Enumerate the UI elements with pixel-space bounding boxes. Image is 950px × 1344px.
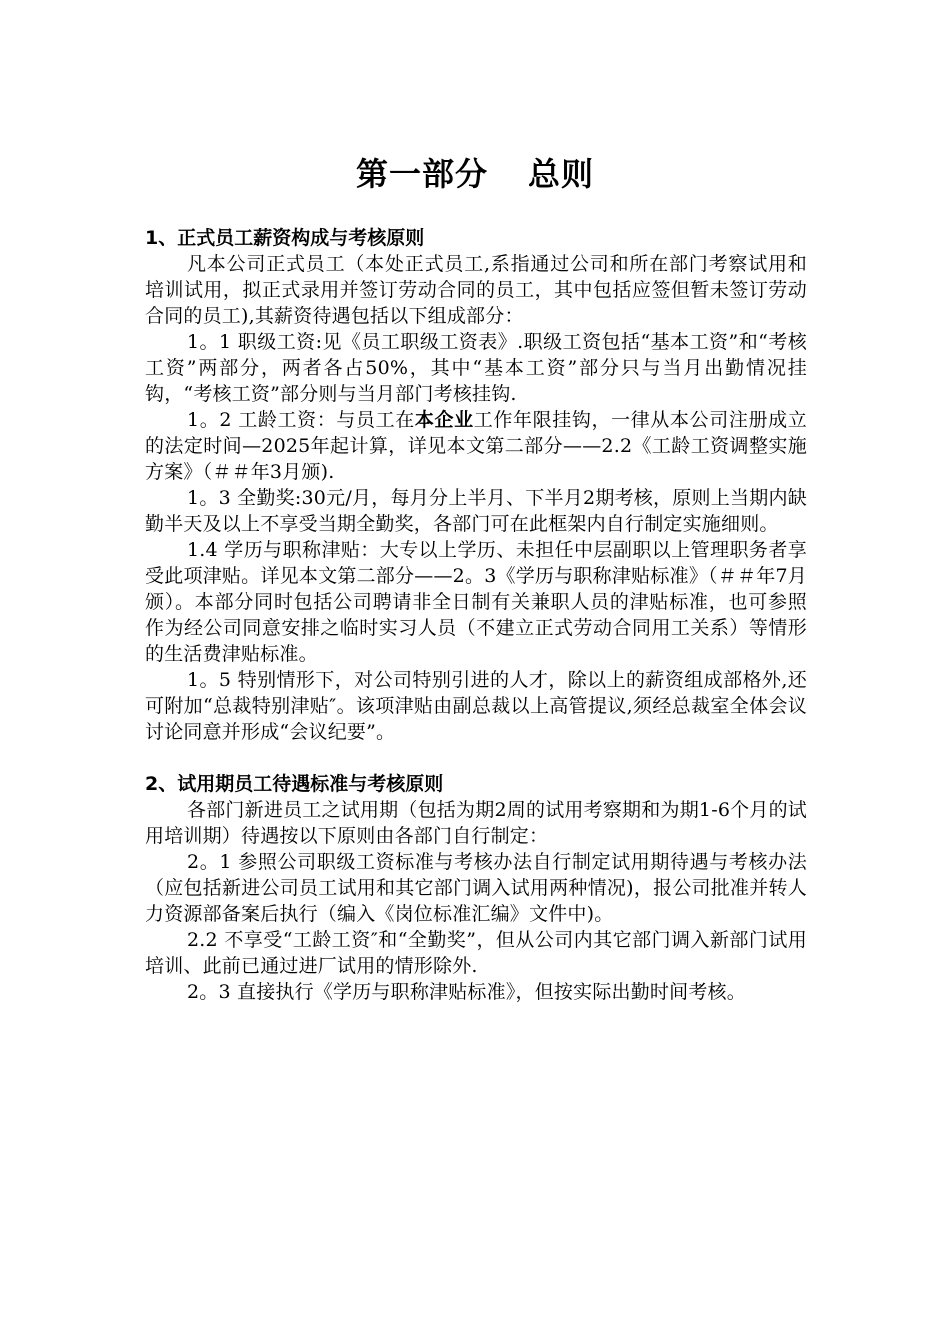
section-1-intro: 凡本公司正式员工（本处正式员工,系指通过公司和所在部门考察试用和培训试用，拟正式录用并签订劳动合同的员工，其中包括应签但暂未签订劳动合同的员工),其薪资待遇包括以下组成部分： [145, 253, 807, 327]
item-2-1: 2。1 参照公司职级工资标准与考核办法自行制定试用期待遇与考核办法（应包括新进公司员工试用和其它部门调入试用两种情况)，报公司批准并转人力资源部备案后执行（编入《岗位标准汇编》文件中)。 [145, 851, 807, 925]
item-1-2-bold: 本企业 [414, 409, 474, 431]
item-1-3: 1。3 全勤奖:30元/月，每月分上半月、下半月2期考核，原则上当期内缺勤半天及以上不享受当期全勤奖，各部门可在此框架内自行制定实施细则。 [145, 487, 807, 535]
item-1-5: 1。5 特别情形下，对公司特别引进的人才，除以上的薪资组成部格外,还可附加“总裁特别津贴″。该项津贴由副总裁以上高管提议,须经总裁室全体会议讨论同意并形成“会议纪要”。 [145, 669, 807, 743]
title-general: 总则 [528, 155, 595, 193]
item-2-2: 2.2 不享受“工龄工资″和“全勤奖”，但从公司内其它部门调入新部门试用培训、此前已通过进厂试用的情形除外. [145, 929, 807, 977]
section-2-heading: 2、试用期员工待遇标准与考核原则 [145, 773, 444, 795]
item-1-2-before: 1。2 工龄工资：与员工在 [187, 409, 415, 431]
item-2-3: 2。3 直接执行《学历与职称津贴标准》，但按实际出勤时间考核。 [187, 981, 746, 1003]
section-1-heading: 1、正式员工薪资构成与考核原则 [145, 227, 425, 249]
item-1-2-after: 工作年限挂钩，一律从本公司注册成立的法定时间—2025年起计算，详见本文第二部分——2.2《工龄工资调整实施方案》（＃＃年3月颁). [145, 409, 807, 483]
document-body [145, 225, 807, 1005]
item-1-4: 1.4 学历与职称津贴：大专以上学历、未担任中层副职以上管理职务者享受此项津贴。详见本文第二部分——2。3《学历与职称津贴标准》（＃＃年7月颁）。本部分同时包括公司聘请非全日制有关兼职人员的津贴标准，也可参照作为经公司同意安排之临时实习人员（不建立正式劳动合同用工关系）等情形的生活费津贴标准。 [145, 539, 807, 665]
section-2-intro: 各部门新进员工之试用期（包括为期2周的试用考察期和为期1-6个月的试用培训期）待遇按以下原则由各部门自行制定： [145, 799, 807, 847]
page-title [0, 150, 950, 198]
title-part: 第一部分 [355, 155, 488, 193]
item-1-2 [145, 407, 807, 485]
item-1-1: 1。1 职级工资:见《员工职级工资表》.职级工资包括“基本工资”和“考核工资”两部分，两者各占50%，其中“基本工资”部分只与当月出勤情况挂钩，“考核工资”部分则与当月部门考核挂钩. [145, 331, 807, 405]
